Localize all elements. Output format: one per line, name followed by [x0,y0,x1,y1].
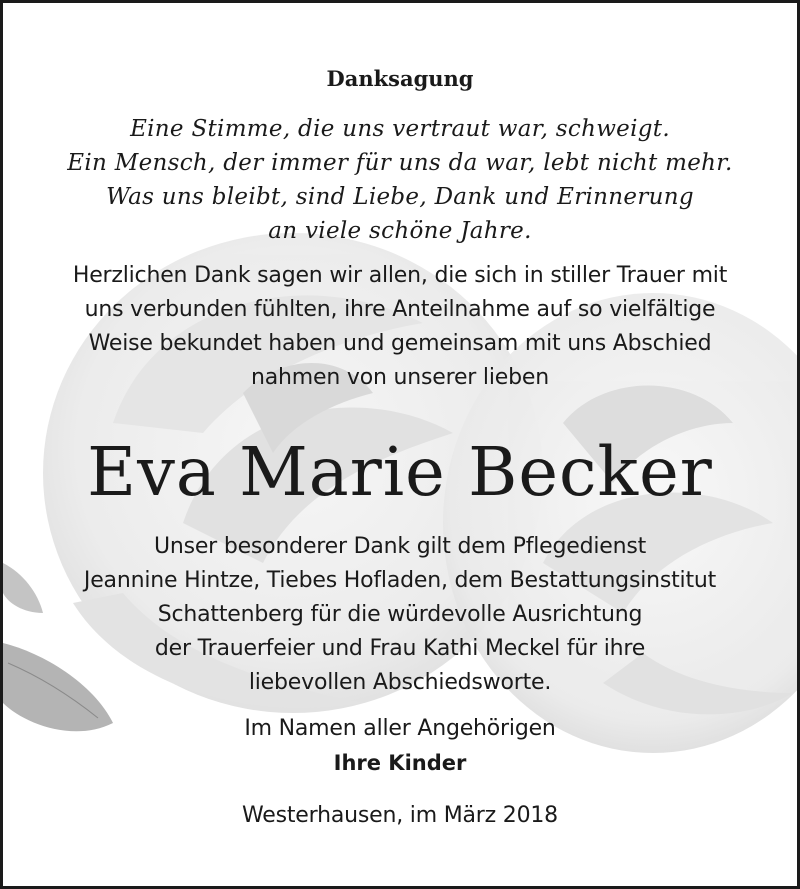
quote-line: Eine Stimme, die uns vertraut war, schweigt. [130,116,670,142]
thanks-line: Weise bekundet haben und gemeinsam mit uns Abschied [88,331,712,356]
special-thanks-line: Jeannine Hintze, Tiebes Hofladen, dem Bestattungsinstitut [83,568,717,593]
signature: Ihre Kinder [333,751,467,775]
place-date: Westerhausen, im März 2018 [242,803,558,828]
special-thanks-line: Unser besonderer Dank gilt dem Pflegedienst [153,534,647,559]
heading-danksagung: Danksagung [326,66,474,91]
quote-line: Was uns bleibt, sind Liebe, Dank und Erinnerung [106,184,694,210]
thanks-line: Herzlichen Dank sagen wir allen, die sich in stiller Trauer mit [72,263,728,288]
special-thanks-line: liebevollen Abschiedsworte. [248,670,552,695]
special-thanks-line: Schattenberg für die würdevolle Ausrichtung [157,602,643,627]
on-behalf-text: Im Namen aller Angehörigen [244,716,556,741]
thanks-line: uns verbunden fühlten, ihre Anteilnahme auf so vielfältige [84,297,716,322]
quote-line: an viele schöne Jahre. [268,218,532,244]
thanks-line: nahmen von unserer lieben [251,365,549,390]
deceased-name: Eva Marie Becker [87,433,713,511]
special-thanks-line: der Trauerfeier und Frau Kathi Meckel für ihre [154,636,646,661]
quote-line: Ein Mensch, der immer für uns da war, lebt nicht mehr. [67,150,733,176]
